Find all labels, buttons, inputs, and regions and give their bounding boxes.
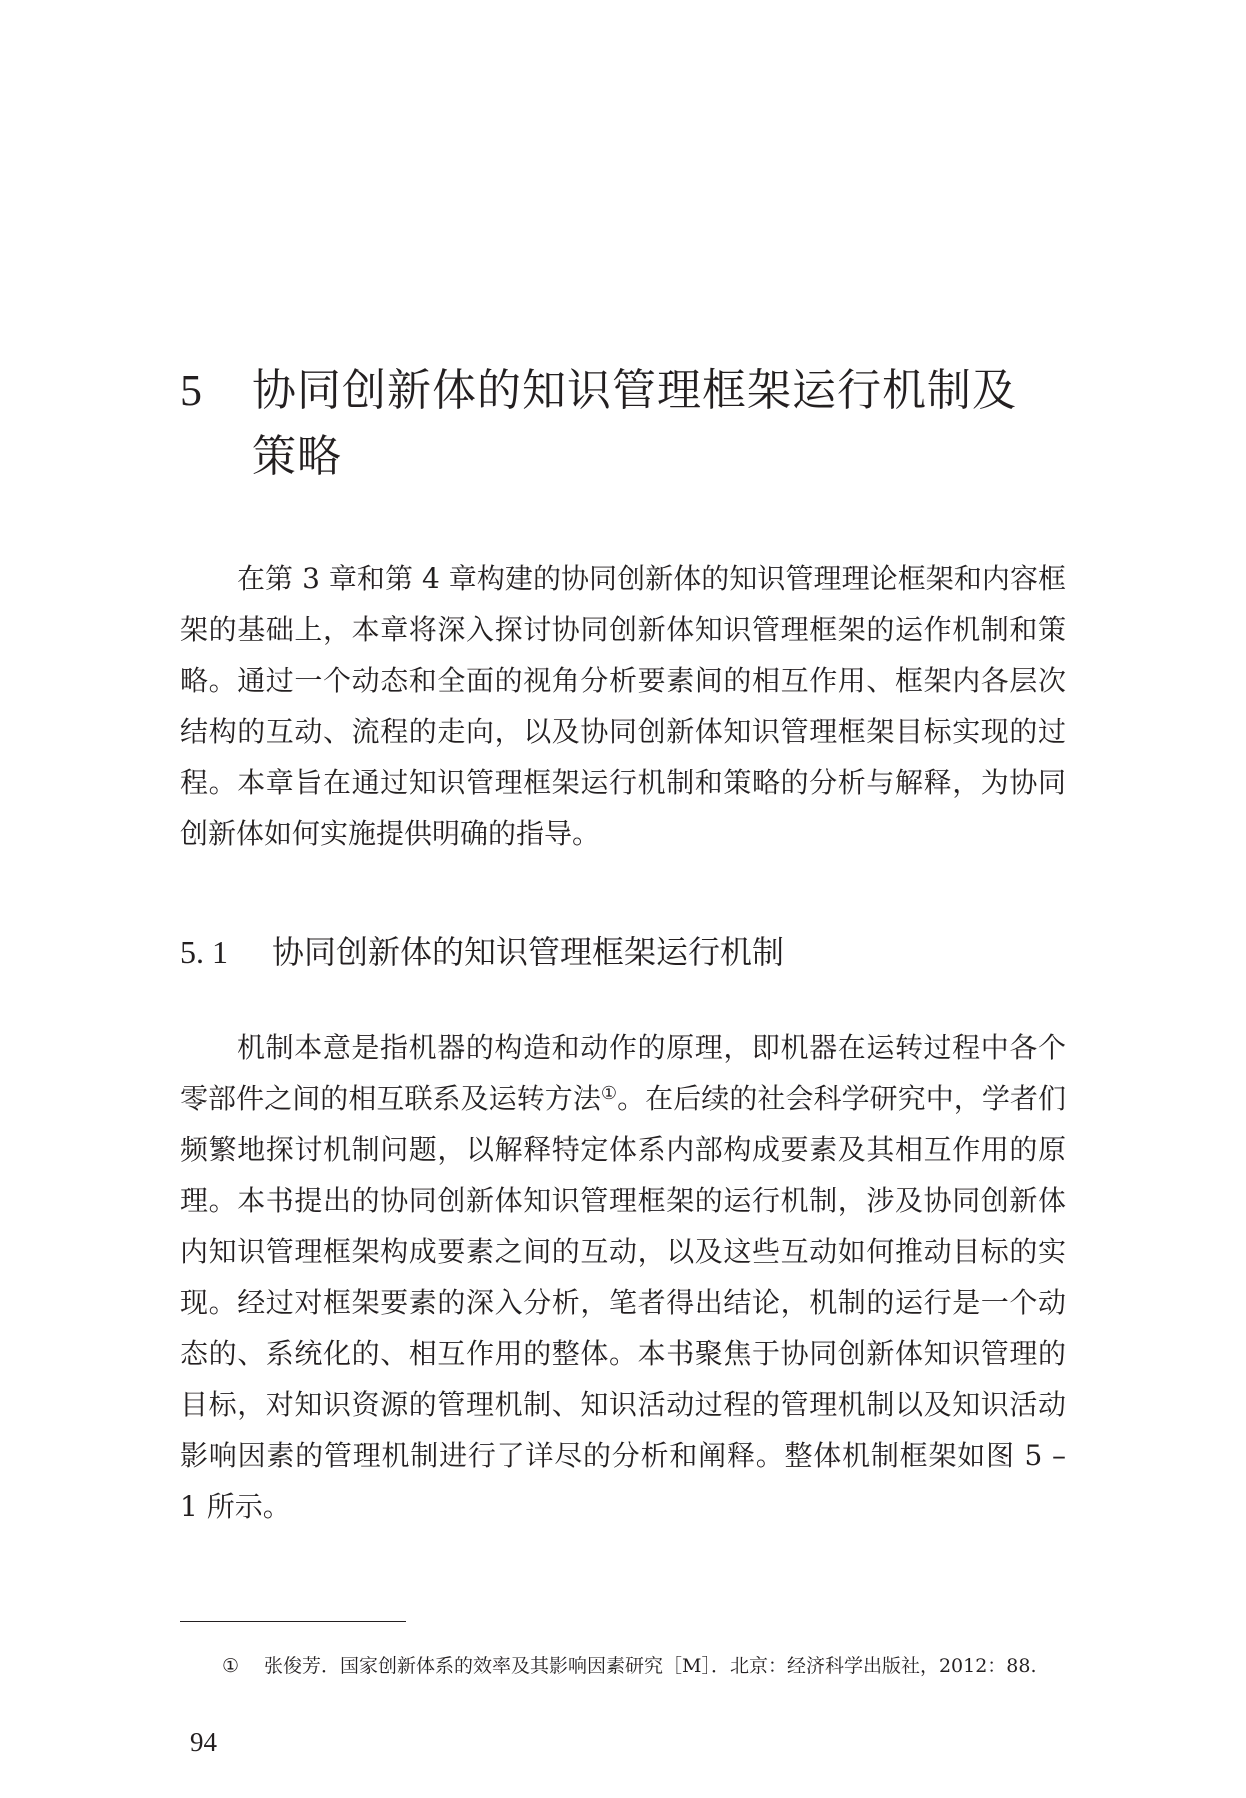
intro-paragraph: 在第 3 章和第 4 章构建的协同创新体的知识管理理论框架和内容框架的基础上，本章将深入探讨协同创新体知识管理框架的运作机制和策略。通过一个动态和全面的视角分析要素间的相互作用、框架内各层次结构的互动、流程的走向，以及协同创新体知识管理框架目标实现的过程。本章旨在通过知识管理框架运行机制和策略的分析与解释，为协同创新体如何实施提供明确的指导。 bbox=[180, 562, 1066, 850]
footnote bbox=[222, 1651, 1082, 1681]
chapter-title: 协同创新体的知识管理框架运行机制及策略 bbox=[252, 365, 1017, 482]
footnote-reference[interactable]: ① bbox=[600, 1083, 618, 1104]
section-paragraph-text-after-note: 。在后续的社会科学研究中，学者们频繁地探讨机制问题，以解释特定体系内部构成要素及其相互作用的原理。本书提出的协同创新体知识管理框架的运行机制，涉及协同创新体内知识管理框架构成要素之间的互动，以及这些互动如何推动目标的实现。经过对框架要素的深入分析，笔者得出结论，机制的运行是一个动态的、系统化的、相互作用的整体。本书聚焦于协同创新体知识管理的目标，对知识资源的管理机制、知识活动过程的管理机制以及知识活动影响因素的管理机制进行了详尽的分析和阐释。整体机制框架如图 5 – 1 所示。 bbox=[180, 1082, 1066, 1523]
footnote-marker: ① bbox=[222, 1655, 240, 1677]
section-paragraph-text-before-note: 机制本意是指机器的构造和动作的原理，即机器在运转过程中各个零部件之间的相互联系及运转方法 bbox=[180, 1031, 1066, 1115]
footnote-text: 张俊芳．国家创新体系的效率及其影响因素研究［M］．北京：经济科学出版社，2012：88. bbox=[264, 1655, 1037, 1677]
section-paragraph bbox=[180, 1022, 1066, 1532]
section-number: 5. 1 bbox=[180, 934, 228, 970]
chapter-number: 5 bbox=[180, 366, 202, 415]
section-heading bbox=[180, 926, 1080, 978]
section-title: 协同创新体的知识管理框架运行机制 bbox=[272, 933, 785, 971]
footnote-separator bbox=[180, 1621, 406, 1622]
page-number: 94 bbox=[190, 1727, 217, 1757]
